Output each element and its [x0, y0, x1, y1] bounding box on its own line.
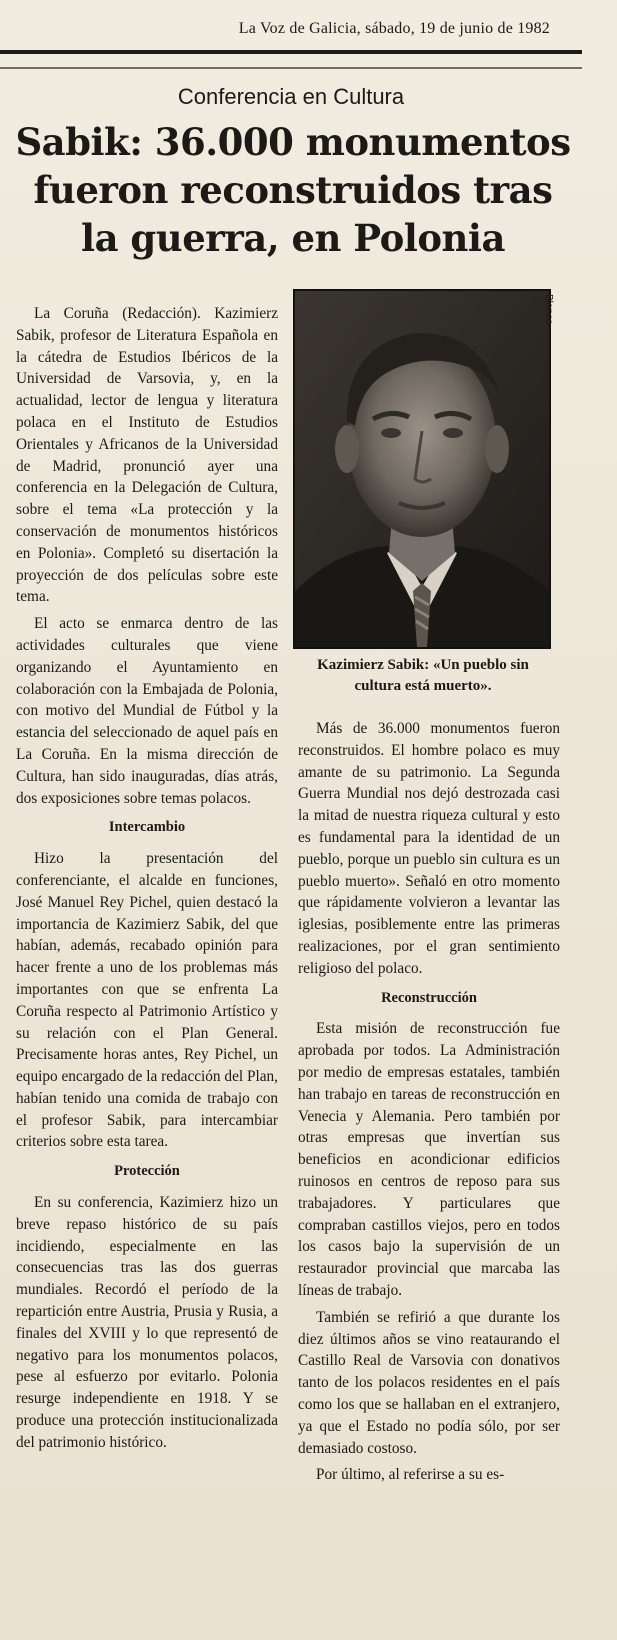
- paragraph: Más de 36.000 monumentos fueron reconstruidos. El hombre polaco es muy amante de su patrimonio. La Segunda Guerra Mundial nos dejó destrozada casi la mitad de nuestra riqueza cultural y esto es fundamental para la identidad de un pueblo, porque un pueblo sin cultura es un pueblo muerto». Señaló en otro momento que rápidamente volvieron a levantar las iglesias, posiblemente entre las primeras realizaciones, por el gran sentimiento religioso del polaco.: [298, 720, 560, 977]
- photo-credit: Blanco: [543, 294, 554, 325]
- article-column-left: [16, 303, 278, 1459]
- paragraph: El acto se enmarca dentro de las actividades culturales que viene organizando el Ayuntamiento en colaboración con la Embajada de Polonia, con motivo del Mundial de Fútbol y la estancia del seleccionado de aquel país en La Coruña. En la misma dirección de Cultura, han sido inauguradas, días atrás, dos exposiciones sobre temas polacos.: [16, 615, 278, 807]
- photo-caption: Kazimierz Sabik: «Un pueblo sin cultura está muerto».: [317, 657, 529, 694]
- paragraph: Hizo la presentación del conferenciante, el alcalde en funciones, José Manuel Rey Pichel, quien destacó la importancia de Kazimierz Sabik, del que habían, además, recabado opinión para hacer frente a uno de los problemas más importantes con que se enfrenta La Coruña respecto al Patrimonio Artístico y su relación con el Plan General. Precisamente horas antes, Rey Pichel, un equipo encargado de la redacción del Plan, habían tenido una comida de trabajo con el profesor Sabik, para intercambiar criterios sobre esta tarea.: [16, 850, 278, 1151]
- portrait-image: [295, 291, 549, 647]
- paragraph: También se refirió a que durante los diez últimos años se vino reataurando el Castillo Real de Varsovia con donativos tanto de los polacos residentes en el país como los que se hallaban en el extranjero, ya que el Estado no podía sólo, por ser demasiado costoso.: [298, 1308, 560, 1457]
- headline-line-1: Sabik: 36.000 monumentos: [15, 120, 571, 164]
- header-rule-secondary: [0, 67, 582, 69]
- subheading-intercambio: Intercambio: [108, 819, 186, 836]
- section-kicker: Conferencia en Cultura: [177, 84, 405, 109]
- portrait-photo: [293, 289, 551, 649]
- headline: [8, 118, 578, 262]
- subheading-reconstruccion: Reconstrucción: [381, 989, 477, 1006]
- header-rule: [0, 50, 582, 54]
- article-column-right: [298, 718, 560, 1491]
- paragraph: La Coruña (Redacción). Kazimierz Sabik, profesor de Literatura Española en la cátedra de Estudios Ibéricos de la Universidad de Varsovia, y, en la actualidad, lector de lengua y literatura polaca en el Instituto de Estudios Orientales y Africanos de la Universidad de Madrid, pronunció ayer una conferencia en la Delegación de Cultura, sobre el tema «La protección y la conservación de monumentos históricos en Polonia». Completó su disertación la proyección de dos películas sobre este tema.: [16, 305, 278, 606]
- masthead-dateline: La Voz de Galicia, sábado, 19 de junio de 1982: [238, 20, 550, 37]
- paragraph: Por último, al referirse a su es-: [316, 1466, 505, 1484]
- paragraph: En su conferencia, Kazimierz hizo un breve repaso histórico de su país incidiendo, especialmente en las consecuencias tras las dos guerras mundiales. Recordó el período de la repartición entre Austria, Prusia y Rusia, a finales del XVIII y lo que representó de negativo para los monumentos polacos, pese al esfuerzo por evitarlo. Polonia resurge independiente en 1918. Y se produce una protección institucionalizada del patrimonio histórico.: [16, 1194, 278, 1451]
- subheading-proteccion: Protección: [114, 1163, 180, 1180]
- headline-line-2: fueron reconstruidos tras: [33, 168, 553, 212]
- paragraph: Esta misión de reconstrucción fue aprobada por todos. La Administración por medio de empresas estatales, también han trabajo en tareas de reconstrucción en Venecia y Alemania. Pero también por otras empresas que invertían sus beneficios en acondicionar edificios ruinosos en centros de reposo para sus trabajadores. Y particulares que compraban castillos viejos, pero en todos los casos bajo la supervisión de un restaurador provincial que marcaba las líneas de trabajo.: [298, 1020, 560, 1299]
- headline-line-3: la guerra, en Polonia: [81, 216, 505, 260]
